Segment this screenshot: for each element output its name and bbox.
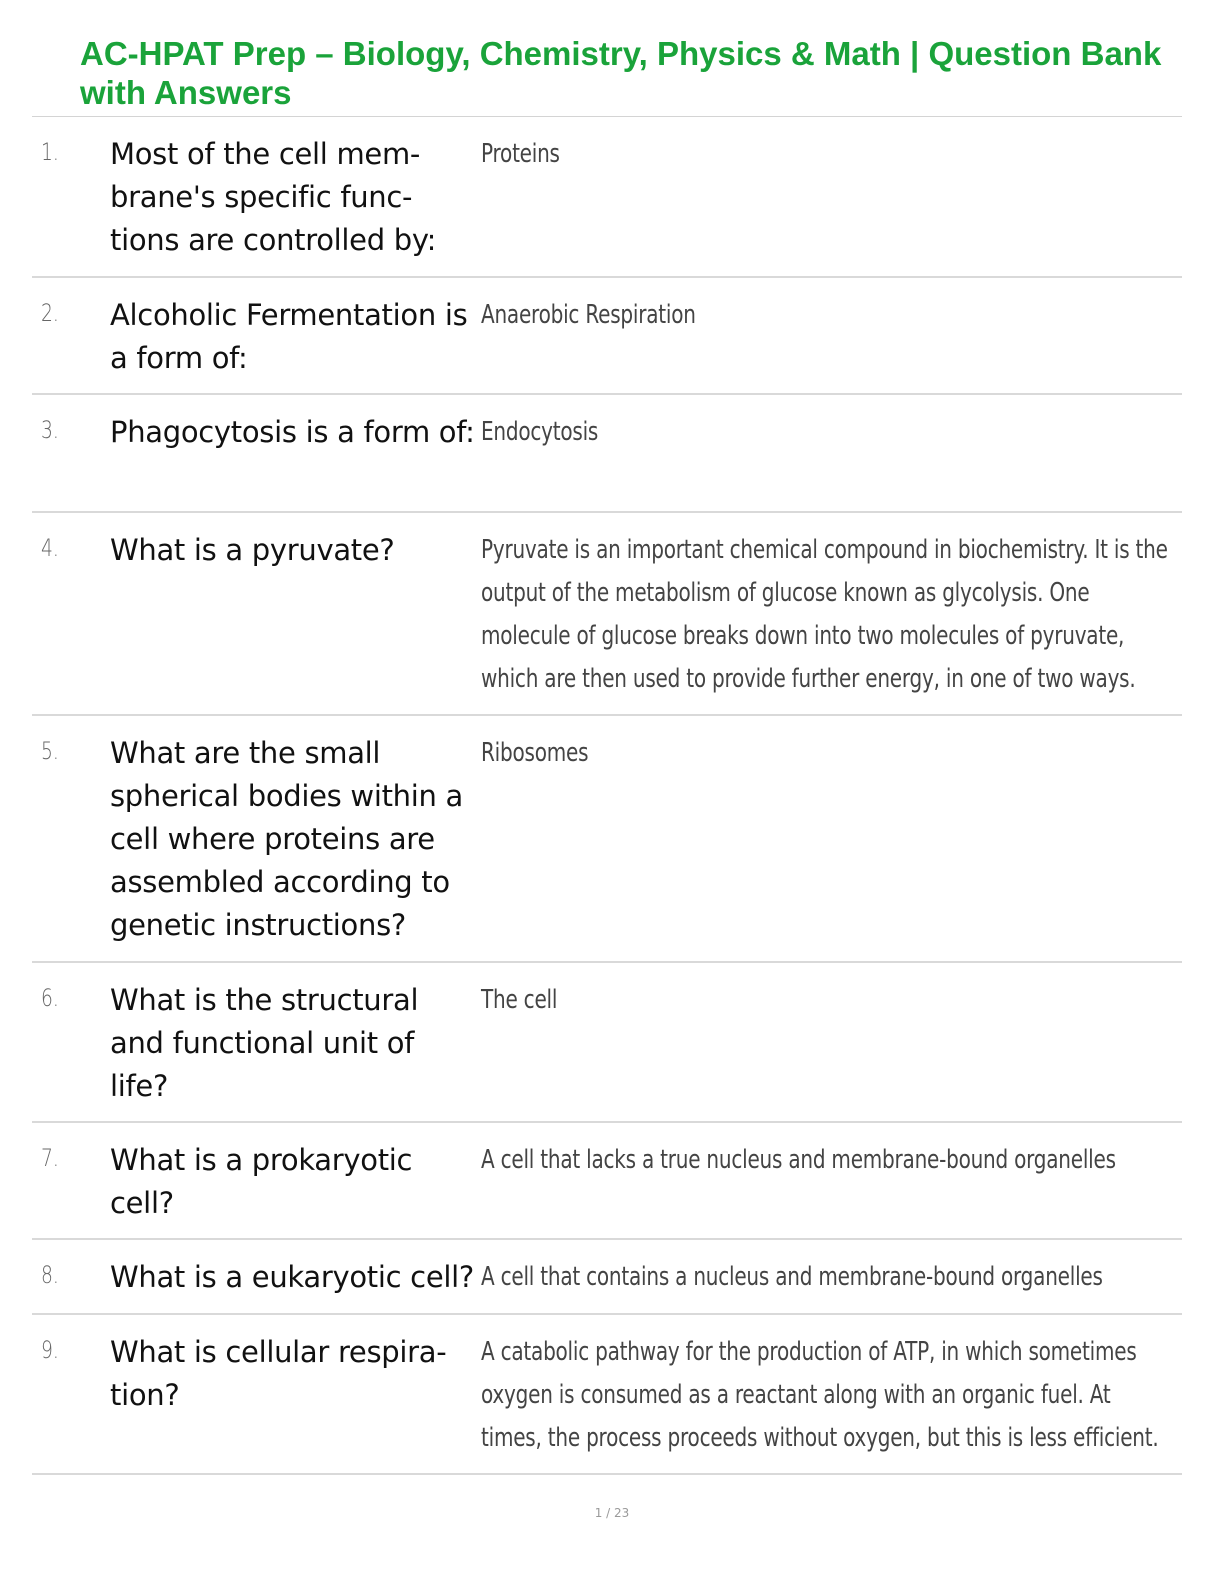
question-row (32, 1240, 1182, 1315)
answer-text: Endocytosis (481, 417, 599, 447)
question-number: 7. (41, 1144, 59, 1172)
question-row (32, 1315, 1182, 1475)
question-number: 8. (41, 1261, 59, 1289)
page-indicator: 1 / 23 (594, 1506, 630, 1520)
question-text: What is cellular respira- tion? (110, 1335, 447, 1412)
question-row (32, 716, 1182, 963)
question-number: 5. (41, 737, 59, 765)
question-row (32, 117, 1182, 278)
question-row (32, 278, 1182, 395)
question-number: 3. (41, 416, 59, 444)
question-row (32, 1123, 1182, 1240)
answer-text: Pyruvate is an important chemical compound in biochemistry. It is the output of the metabolism of glucose known as glycolysis. One molecule of glucose breaks down into two molecules of pyruvate, which are then used to provide further energy, in one of two ways. (481, 535, 1168, 694)
question-list (32, 116, 1182, 1475)
question-text: Most of the cell mem- brane's specific func- tions are controlled by: (110, 137, 437, 257)
document-title: AC-HPAT Prep – Biology, Chemistry, Physics & Math | Question Bank with Answers (80, 35, 1162, 111)
answer-text: A catabolic pathway for the production of ATP, in which sometimes oxygen is consumed as a reactant along with an organic fuel. At times, the process proceeds without oxygen, but this is less efficient. (481, 1337, 1159, 1453)
question-number: 6. (41, 984, 59, 1012)
answer-text: Ribosomes (481, 738, 589, 768)
answer-text: A cell that lacks a true nucleus and membrane-bound organelles (481, 1145, 1116, 1175)
question-number: 1. (41, 138, 59, 166)
question-number: 9. (41, 1336, 59, 1364)
answer-text: The cell (481, 985, 558, 1015)
answer-text: Proteins (481, 139, 560, 169)
question-text: Alcoholic Fermentation is a form of: (110, 298, 468, 375)
question-row (32, 513, 1182, 716)
question-text: What are the small spherical bodies within a cell where proteins are assembled according to genetic instructions? (110, 736, 463, 942)
question-number: 2. (41, 299, 59, 327)
question-row (32, 395, 1182, 513)
question-text: What is a eukaryotic cell? (110, 1260, 474, 1294)
answer-text: A cell that contains a nucleus and membrane-bound organelles (481, 1262, 1103, 1292)
question-number: 4. (41, 534, 59, 562)
question-row (32, 963, 1182, 1123)
question-text: What is a pyruvate? (110, 533, 395, 567)
question-text: Phagocytosis is a form of: (110, 415, 475, 449)
question-text: What is a prokaryotic cell? (110, 1143, 413, 1220)
answer-text: Anaerobic Respiration (481, 300, 696, 330)
question-text: What is the structural and functional unit of life? (110, 983, 419, 1103)
